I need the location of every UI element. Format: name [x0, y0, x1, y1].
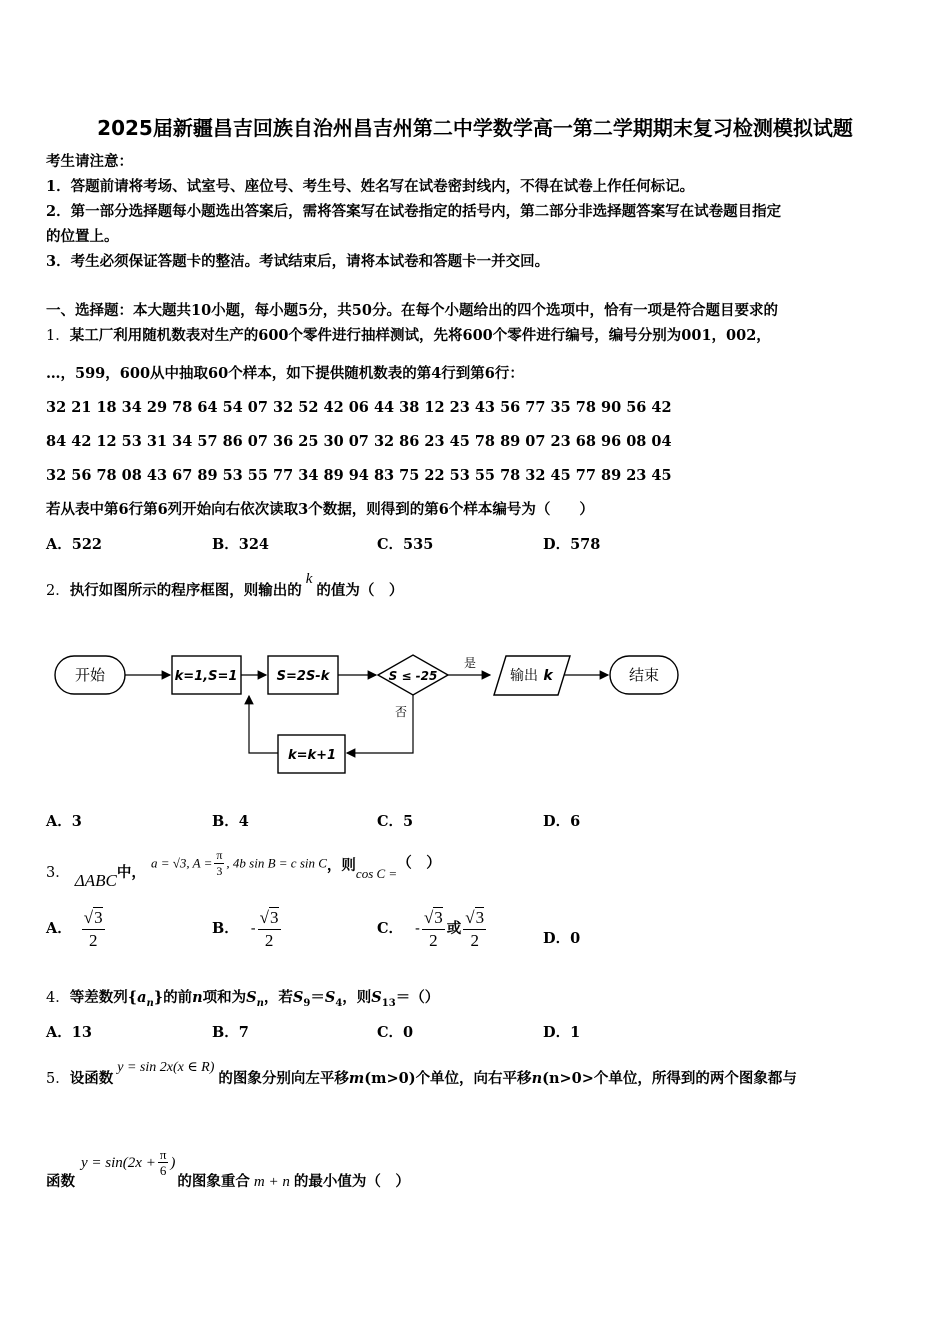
page-title: 2025届新疆昌吉回族自治州昌吉州第二中学数学高一第二学期期末复习检测模拟试题	[97, 116, 853, 140]
q3-option-c-value-1: $\frac{√3}{2}$	[423, 907, 443, 950]
flow-update-label: S=2S-k	[276, 669, 330, 684]
q2-option-c[interactable]: C．5	[377, 813, 414, 830]
notice-item-3: 3．考生必须保证答题卡的整洁。考试结束后，请将本试卷和答题卡一并交回。	[46, 253, 550, 270]
q4-option-c[interactable]: C．0	[377, 1024, 414, 1041]
q3-b-den: 2	[264, 930, 274, 950]
q3-option-c-label: C．	[377, 920, 404, 937]
q5-func2-num: π	[159, 1147, 167, 1162]
q3-mid: 中，	[116, 863, 146, 881]
q4-sn-sub: n	[256, 997, 264, 1009]
q4-stem	[46, 988, 439, 1014]
q3-cond-frac	[214, 848, 224, 879]
flow-arrow-no	[347, 695, 413, 753]
q5-post: 个单位，所得到的两个图象都与	[593, 1070, 797, 1087]
flow-no-label: 否	[394, 705, 408, 719]
q1-question: 若从表中第6行第6列开始向右依次读取3个数据，则得到的第6个样本编号为（ ）	[46, 501, 594, 518]
q5-stem-line2	[46, 1144, 410, 1192]
q3-number: 3．	[46, 864, 70, 881]
q5-m-plus-n: m + n	[253, 1174, 290, 1190]
q3-ask: cos C =	[355, 865, 398, 881]
q5-n: n	[531, 1070, 543, 1087]
q4-s13: S	[371, 989, 382, 1006]
q1-random-row-5: 84 42 12 53 31 34 57 86 07 36 25 30 07 32 86 23 45 78 89 07 23 68 96 08 04	[46, 433, 672, 450]
q3-a-rad: 3	[94, 907, 103, 927]
q4-s9: S	[292, 989, 304, 1006]
q3-c2-rad: 3	[475, 907, 485, 927]
q3-c-minus: -	[415, 921, 420, 937]
q4-number: 4．	[46, 990, 70, 1006]
q2-option-d[interactable]: D．6	[543, 813, 581, 830]
flow-arrow-loop	[249, 696, 278, 753]
q4-s4: S	[324, 989, 336, 1006]
q3-frac-num: π	[216, 848, 223, 862]
q3-triangle: ΔABC	[74, 870, 117, 890]
flow-increment-label: k=k+1	[287, 748, 337, 763]
q1-option-d[interactable]: D．578	[543, 536, 601, 553]
q2-text-pre: 执行如图所示的程序框图，则输出的	[69, 582, 302, 599]
q4-option-b[interactable]: B．7	[212, 1024, 249, 1041]
flowchart	[50, 645, 690, 780]
q5-mid: 的图象分别向左平移	[218, 1070, 349, 1087]
notice-heading: 考生请注意：	[46, 153, 133, 170]
q1-text: 某工厂利用随机数表对生产的600个零件进行抽样测试，先将600个零件进行编号，编号分别为001，002，	[69, 327, 771, 344]
q5-line2-post: 的最小值为（ ）	[293, 1173, 410, 1190]
q3-a-den: 2	[88, 930, 98, 950]
flow-end-label: 结束	[628, 666, 660, 684]
q2-option-b[interactable]: B．4	[212, 813, 249, 830]
q5-line2-mid: 的图象重合	[177, 1173, 250, 1190]
q5-number: 5．	[46, 1071, 70, 1087]
q5-n-cond: (n>0>	[542, 1070, 594, 1087]
q5-func2-pre: y = sin(2x +	[81, 1154, 156, 1171]
q1-option-c[interactable]: C．535	[377, 536, 434, 553]
flow-start-label: 开始	[74, 666, 106, 684]
q4-eq: ＝	[310, 989, 325, 1006]
q4-sn: S	[246, 989, 257, 1006]
q5-func2-post: )	[170, 1154, 176, 1171]
q5-function: y = sin 2x(x ∈ R)	[117, 1060, 215, 1075]
q3-option-d[interactable]: D．0	[543, 930, 581, 947]
q4-text-3: 项和为	[202, 989, 247, 1006]
q4-an-sub: n	[146, 997, 154, 1009]
flow-init-label: k=1,S=1	[174, 669, 238, 684]
q3-option-c[interactable]	[377, 904, 488, 954]
q1-option-a[interactable]: A．522	[46, 536, 103, 553]
q3-c1-rad: 3	[434, 907, 443, 927]
q3-cond-pre: a = √3, A =	[150, 855, 213, 871]
notice-item-2a: 2．第一部分选择题每小题选出答案后，需将答案写在试卷指定的括号内，第二部分非选择题答案写在试卷题目指定	[46, 203, 782, 220]
flow-output-label: 输出	[510, 668, 538, 684]
q4-s4-sub: 4	[335, 997, 343, 1009]
q3-cond-post: , 4b sin B = c sin C	[226, 855, 327, 871]
q1-random-row-4: 32 21 18 34 29 78 64 54 07 32 52 42 06 44 38 12 23 43 56 77 35 78 90 56 42	[46, 399, 672, 416]
q3-option-c-value-2: $\frac{√3}{2}$	[465, 907, 485, 950]
q4-s13-sub: 13	[381, 997, 396, 1009]
q3-stem	[46, 848, 441, 888]
q4-text-6: ＝（）	[395, 989, 440, 1006]
q4-text-5: ，则	[342, 989, 372, 1006]
q3-option-b-label: B．	[212, 920, 239, 937]
q2-number: 2．	[46, 583, 70, 599]
q3-then: ，则	[326, 856, 356, 874]
q5-m: m	[348, 1070, 365, 1087]
q1-number: 1．	[46, 328, 70, 344]
q3-paren: （ ）	[397, 854, 441, 872]
q3-option-b-value: $\frac{√3}{2}$	[259, 907, 279, 950]
flow-yes-label: 是	[463, 656, 477, 670]
q3-b-minus: -	[250, 921, 256, 937]
q4-text-4: ，若	[263, 989, 293, 1006]
q3-c1-den: 2	[429, 930, 438, 950]
q4-text-2: }的前	[153, 989, 193, 1006]
q3-option-a-value: $\frac{√3}{2}$	[83, 907, 103, 950]
q5-stem-line1	[46, 1060, 797, 1090]
q2-var-k: k	[305, 571, 313, 587]
q1-random-row-6: 32 56 78 08 43 67 89 53 55 77 34 89 94 83 75 22 53 55 78 32 45 77 89 23 45	[46, 467, 672, 484]
flow-decision-label: S ≤ -25	[388, 669, 438, 683]
notice-item-1: 1．答题前请将考场、试室号、座位号、考生号、姓名写在试卷密封线内，不得在试卷上作任何标记。	[46, 178, 695, 195]
q4-n: n	[192, 989, 203, 1006]
q1-stem-line2: …，599，600从中抽取60个样本，如下提供随机数表的第4行到第6行：	[46, 365, 524, 382]
q3-c2-den: 2	[470, 930, 479, 950]
q5-pre: 设函数	[69, 1070, 114, 1087]
q3-option-a-label: A．	[46, 920, 72, 937]
q3-option-b[interactable]	[212, 904, 283, 954]
q2-text-post: 的值为（ ）	[316, 582, 404, 599]
q4-option-d[interactable]: D．1	[543, 1024, 581, 1041]
section-heading: 一、选择题：本大题共10小题，每小题5分，共50分。在每个小题给出的四个选项中，恰有一项是符合题目要求的	[46, 302, 778, 319]
q5-func2-den: 6	[159, 1163, 167, 1178]
q5-m-cond: (m>0)	[364, 1070, 416, 1087]
q5-func2-frac	[158, 1147, 169, 1178]
q3-option-a[interactable]	[46, 904, 107, 954]
q3-c-or: 或	[446, 920, 462, 937]
flow-output-var: k	[543, 668, 553, 684]
q5-function-2	[81, 1147, 175, 1178]
q4-an: a	[137, 989, 147, 1006]
q1-stem-line1	[46, 326, 771, 346]
q3-b-rad: 3	[270, 907, 279, 927]
q2-option-a[interactable]: A．3	[46, 813, 82, 830]
q4-s9-sub: 9	[303, 997, 311, 1009]
q2-stem	[46, 571, 404, 601]
q4-text-1: 等差数列{	[69, 989, 138, 1006]
q4-option-a[interactable]: A．13	[46, 1024, 92, 1041]
q5-line2-pre: 函数	[46, 1173, 75, 1190]
q5-mid2: 个单位，向右平移	[415, 1070, 532, 1087]
q3-frac-den: 3	[216, 864, 223, 878]
q1-option-b[interactable]: B．324	[212, 536, 270, 553]
notice-item-2b: 的位置上。	[46, 228, 119, 245]
